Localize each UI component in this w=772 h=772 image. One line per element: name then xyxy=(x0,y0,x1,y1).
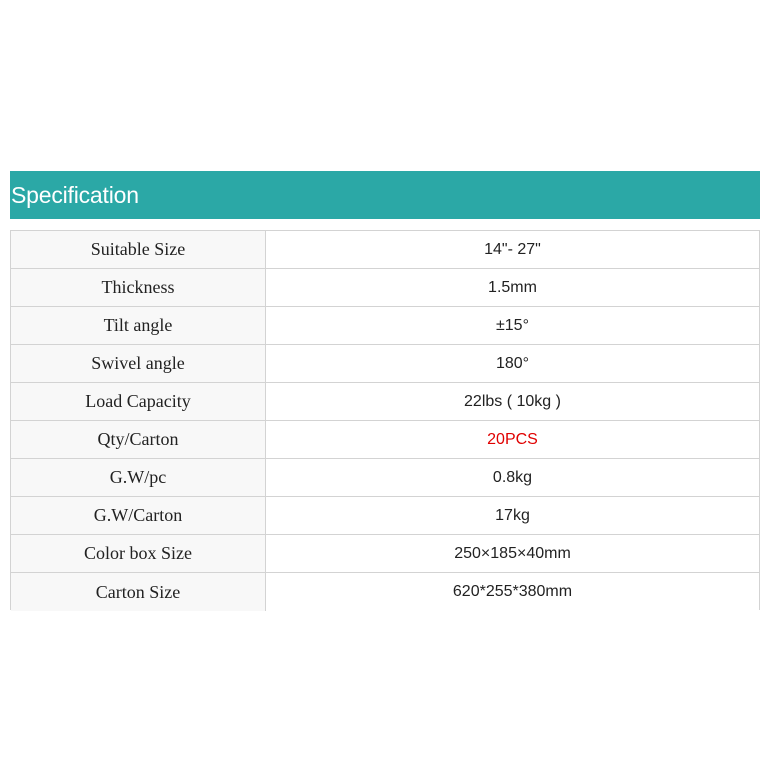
spec-table xyxy=(10,230,760,610)
spec-label: Swivel angle xyxy=(11,345,266,382)
spec-label: G.W/Carton xyxy=(11,497,266,534)
spec-row xyxy=(11,231,759,269)
spec-header xyxy=(10,171,760,219)
spec-row xyxy=(11,535,759,573)
spec-row xyxy=(11,573,759,611)
spec-row xyxy=(11,459,759,497)
spec-label: Thickness xyxy=(11,269,266,306)
spec-row xyxy=(11,497,759,535)
spec-row xyxy=(11,307,759,345)
spec-value: 14"- 27" xyxy=(266,231,759,268)
spec-value-highlight: 20PCS xyxy=(266,421,759,458)
spec-value: 17kg xyxy=(266,497,759,534)
spec-label: Qty/Carton xyxy=(11,421,266,458)
spec-row xyxy=(11,383,759,421)
spec-label: G.W/pc xyxy=(11,459,266,496)
spec-label: Suitable Size xyxy=(11,231,266,268)
spec-label: Load Capacity xyxy=(11,383,266,420)
spec-label: Carton Size xyxy=(11,573,266,611)
spec-row xyxy=(11,345,759,383)
spec-value: 1.5mm xyxy=(266,269,759,306)
spec-value: 250×185×40mm xyxy=(266,535,759,572)
spec-value: 0.8kg xyxy=(266,459,759,496)
spec-value: 620*255*380mm xyxy=(266,573,759,611)
spec-value: 22lbs ( 10kg ) xyxy=(266,383,759,420)
spec-row xyxy=(11,269,759,307)
spec-label: Color box Size xyxy=(11,535,266,572)
spec-row xyxy=(11,421,759,459)
spec-value: ±15° xyxy=(266,307,759,344)
spec-value: 180° xyxy=(266,345,759,382)
spec-label: Tilt angle xyxy=(11,307,266,344)
spec-title: Specification xyxy=(11,181,139,208)
